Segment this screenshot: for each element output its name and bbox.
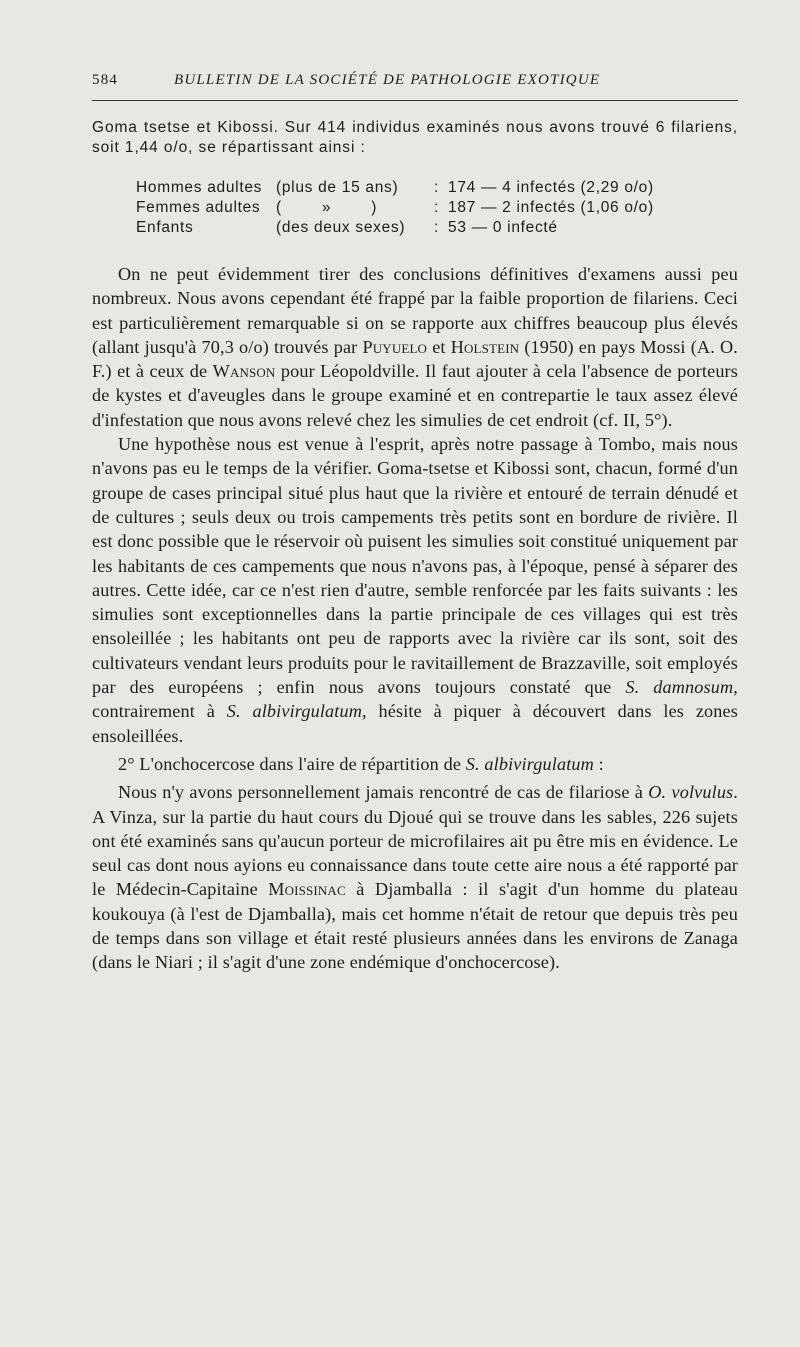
text-run: . A Vinza, sur la partie du haut cours du Djoué qui se trouve dans les sables, 226 sujets ont été examinés sans qu'aucun porteur de microfilaires ait pu être mis en évidence. Le seul cas dont nous ayions eu connaissance dans toute cette aire nous a été rapporté par le Médecin-Capitaine — [92, 782, 738, 900]
heading-tail: : — [593, 753, 604, 774]
text-run: , contrairement à — [92, 677, 738, 722]
author-name: Holstein — [450, 336, 520, 357]
paragraph-onchocercosis — [92, 780, 738, 974]
group-detail: (plus de 15 ans) — [276, 179, 399, 196]
heading-text: 2° L'onchocercose dans l'aire de répartition de — [118, 753, 466, 774]
species-name: S. albivirgulatum — [226, 701, 363, 722]
section-heading — [92, 752, 738, 776]
group-detail: (des deux sexes) — [276, 219, 406, 236]
group-label: Femmes adultes — [136, 199, 261, 216]
species-name: S. damnosum — [625, 677, 734, 698]
text-run: pour Léopoldville. Il faut ajouter à cela l'absence de porteurs de kystes et d'aveugles dans le groupe examiné et en contrepartie le taux assez élevé d'infestation que nous avons relevé chez les simulies de cet endroit (cf. II, 5°). — [92, 361, 738, 430]
text-run: Une hypothèse nous est venue à l'esprit, après notre passage à Tombo, mais nous n'avons pas eu le temps de la vérifier. Goma-tsetse et Kibossi sont, chacun, formé d'un groupe de cases principal situé plus haut que la rivière et entouré de terrain dénudé et de cultures ; seuls deux ou trois campements très petits sont en bordure de rivière. Il est donc possible que le réservoir où puisent les simulies soit constitué uniquement par les habitants de ces campements que nous n'avons pas, à l'époque, pensé à séparer des autres. Cette idée, car ce n'est rien d'autre, semble renforcée par les faits suivants : les simulies sont exceptionnelles dans la partie principale de ces villages qui est très ensoleillée ; les habitants ont peu de rapports avec la rivière car ils sont, soit des cultivateurs vendant leurs produits pour le ravitaillement de Brazzaville, soit employés par des européens ; enfin nous avons toujours constaté que — [92, 434, 738, 698]
table-row — [136, 218, 736, 238]
page-number: 584 — [92, 72, 119, 88]
running-header — [92, 72, 738, 96]
text-run: On ne peut évidemment tirer des conclusions définitives d'examens aussi peu nombreux. Nous avons cependant été frappé par la faible proportion de filariens. Ceci est particulièrement remarquable si on se rapporte aux chiffres beaucoup plus élevés (allant jusqu'à 70,3 o/o) trouvés par — [92, 264, 738, 357]
group-label: Enfants — [136, 219, 194, 236]
text-run: Nous n'y avons personnellement jamais rencontré de cas de filariose à — [118, 782, 649, 803]
paragraph-hypothesis — [92, 432, 738, 748]
results-table — [136, 178, 736, 238]
table-row — [136, 198, 736, 218]
text-run: , hésite à piquer à découvert dans les zones ensoleillées. — [92, 701, 738, 746]
group-label: Hommes adultes — [136, 179, 263, 196]
group-detail: ( » ) — [276, 199, 378, 216]
row-separator: : — [434, 219, 440, 236]
group-result: 187 — 2 infectés (1,06 o/o) — [448, 199, 654, 216]
author-name: Wanson — [212, 361, 276, 382]
row-separator: : — [434, 199, 440, 216]
group-result: 174 — 4 infectés (2,29 o/o) — [448, 179, 654, 196]
text-run: à Djamballa : il s'agit d'un homme du plateau koukouya (à l'est de Djamballa), mais cet homme n'était de retour que depuis très peu de temps dans son village et était resté plusieurs années dans les environs de Zanaga (dans le Niari ; il s'agit d'une zone endémique d'onchocercose). — [92, 879, 738, 973]
intro-paragraph: Goma tsetse et Kibossi. Sur 414 individus examinés nous avons trouvé 6 filariens, soit 1,44 o/o, se répartissant ainsi : — [92, 119, 738, 156]
author-name: Puyuelo — [362, 336, 428, 357]
species-name: S. albivirgulatum — [465, 753, 594, 774]
species-name: O. volvulus — [648, 782, 734, 803]
paragraph-conclusions — [92, 262, 738, 432]
text-run: et — [427, 336, 451, 357]
group-result: 53 — 0 infecté — [448, 219, 558, 236]
journal-title: BULLETIN DE LA SOCIÉTÉ DE PATHOLOGIE EXOTIQUE — [174, 72, 601, 88]
body-text — [92, 262, 738, 975]
header-rule — [92, 100, 738, 101]
text-run: (1950) en pays Mossi (A. O. F.) et à ceux de — [92, 336, 738, 382]
author-name: Moissinac — [268, 879, 346, 900]
table-row — [136, 178, 736, 198]
row-separator: : — [434, 179, 440, 196]
